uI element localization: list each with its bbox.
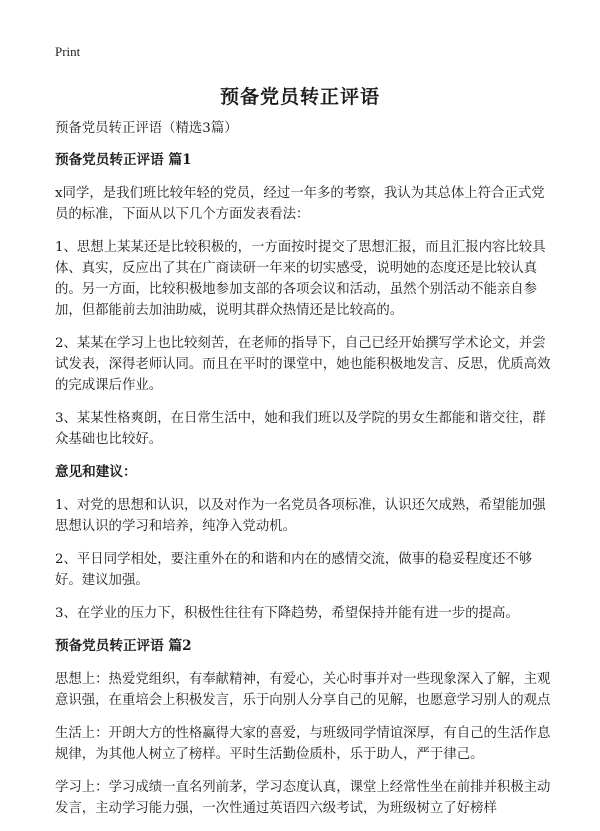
paragraph: 3、某某性格爽朗，在日常生活中，她和我们班以及学院的男女生都能和谐交往，群众基础也比较好。	[55, 411, 546, 447]
paragraph: 思想上：热爱党组织，有奉献精神，有爱心，关心时事并对一些现象深入了解，主观意识强，在重培会上积极发言，乐于向别人分享自己的见解，也愿意学习别人的观点	[55, 672, 551, 708]
print-label: Print	[55, 44, 81, 59]
section-heading-2: 预备党员转正评语 篇2	[55, 638, 192, 654]
document-subtitle: 预备党员转正评语（精选3篇）	[55, 121, 238, 136]
paragraph: 生活上：开朗大方的性格赢得大家的喜爱，与班级同学情谊深厚，有自己的生活作息规律，为其他人树立了榜样。平时生活勤俭质朴，乐于助人，严于律己。	[55, 726, 551, 762]
document-body	[55, 118, 555, 831]
paragraph: 1、思想上某某还是比较积极的，一方面按时提交了思想汇报，而且汇报内容比较具体、真实，反应出了其在广商读研一年来的切实感受，说明她的态度还是比较认真的。另一方面，比较积极地参加支部的各项会议和活动，虽然个别活动不能亲自参加，但都能前去加油助威，说明其群众热情还是比较高的。	[55, 240, 546, 318]
paragraph: 2、某某在学习上也比较刻苦，在老师的指导下，自己已经开始撰写学术论文，并尝试发表，深得老师认同。而且在平时的课堂中，她也能积极地发言、反思，优质高效的完成课后作业。	[55, 336, 551, 393]
paragraph: x同学，是我们班比较年轻的党员，经过一年多的考察，我认为其总体上符合正式党员的标准，下面从以下几个方面发表看法：	[55, 186, 545, 222]
section-heading-opinions: 意见和建议：	[55, 464, 137, 480]
document-title: 预备党员转正评语	[219, 86, 380, 108]
paragraph: 学习上：学习成绩一直名列前茅，学习态度认真，课堂上经常性坐在前排并积极主动发言，主动学习能力强，一次性通过英语四六级考试，为班级树立了好榜样	[55, 780, 551, 816]
paragraph: 1、对党的思想和认识，以及对作为一名党员各项标准，认识还欠成熟，希望能加强思想认识的学习和培养，纯净入党动机。	[55, 498, 546, 534]
paragraph: 2、平日同学相处，要注重外在的和谐和内在的感情交流，做事的稳妥程度还不够好。建议加强。	[55, 552, 533, 588]
section-heading-1: 预备党员转正评语 篇1	[55, 152, 192, 168]
paragraph: 3、在学业的压力下，积极性往往有下降趋势，希望保持并能有进一步的提高。	[55, 606, 519, 621]
